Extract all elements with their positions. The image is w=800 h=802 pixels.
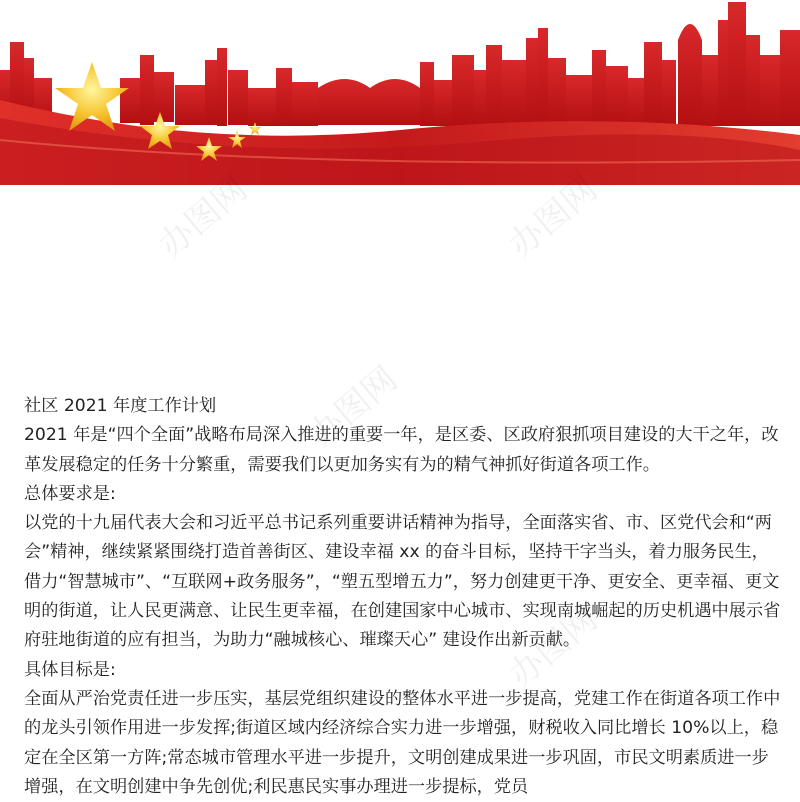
watermark: 办图网 (501, 169, 606, 266)
document-title: 社区 2021 年度工作计划 (24, 396, 217, 416)
header-banner (0, 0, 800, 185)
specific-paragraph: 全面从严治党责任进一步压实，基层党组织建设的整体水平进一步提高，党建工作在街道各项工作中的龙头引领作用进一步发挥;街道区域内经济综合实力进一步增强，财税收入同比增长 10%以上，稳定在全区第一方阵;常态城市管理水平进一步提升，文明创建成果进一步巩固，市民文明素质进一步增强，在文明创建中争先创优;利民惠民实事办理进一步提标，党员 (24, 688, 781, 797)
overall-heading: 总体要求是: (24, 483, 116, 504)
watermark: 办图网 (501, 599, 606, 696)
watermark: 办图网 (151, 169, 256, 266)
specific-heading: 具体目标是: (24, 659, 116, 680)
overall-paragraph: 以党的十九届代表大会和习近平总书记系列重要讲话精神为指导，全面落实省、市、区党代会和“两会”精神，继续紧紧围绕打造首善街区、建设幸福 xx 的奋斗目标，坚持干字当头，着力服务民生，借力“智慧城市”、“互联网+政务服务”，“塑五型增五力”，努力创建更干净、更安全、更幸福、更文明的街道，让人民更满意、让民生更幸福，在创建国家中心城市、实现南城崛起的历史机遇中展示省府驻地街道的应有担当，为助力“融城核心、璀璨天心” 建设作出新贡献。 (24, 513, 781, 651)
document-body (24, 392, 784, 802)
city-skyline (0, 2, 800, 127)
intro-paragraph: 2021 年是“四个全面”战略布局深入推进的重要一年，是区委、区政府狠抓项目建设的大干之年，改革发展稳定的任务十分繁重，需要我们以更加务实有为的精气神抓好街道各项工作。 (24, 425, 779, 475)
watermark: 办图网 (301, 359, 406, 456)
